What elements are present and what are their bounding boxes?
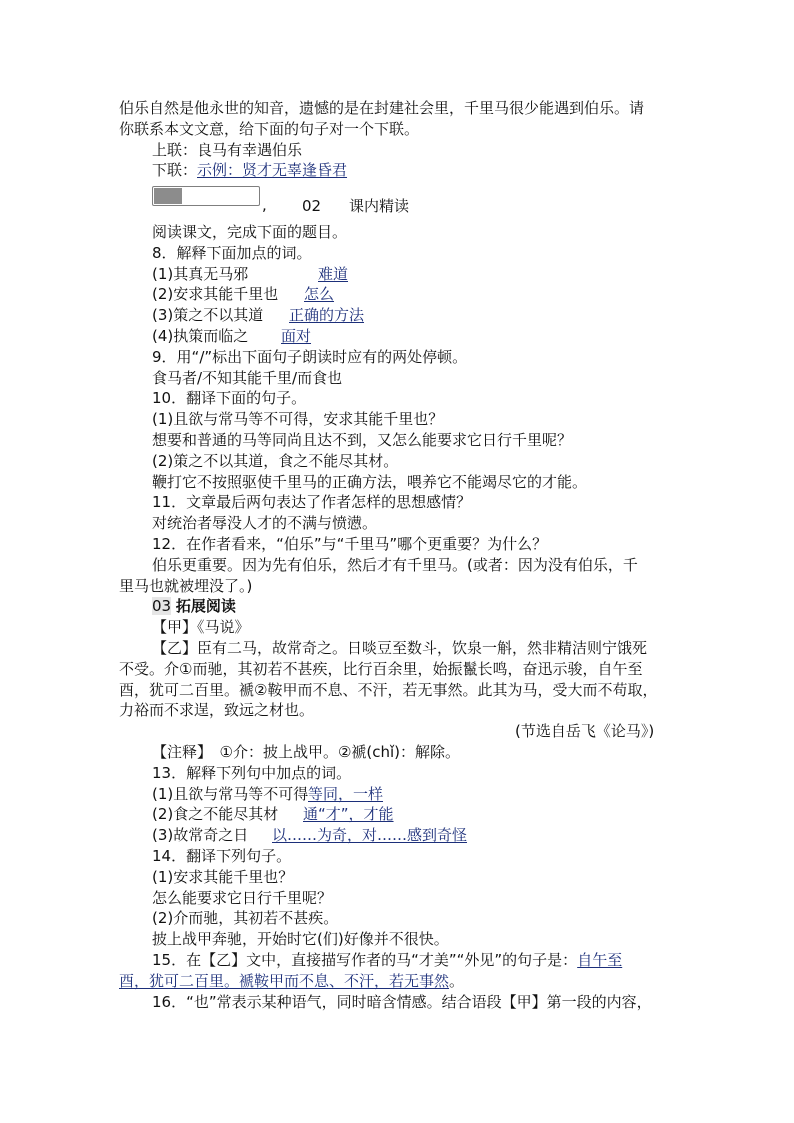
question-15-answer-part-1: 自午至 xyxy=(577,951,623,969)
question-8-answer: 正确的方法 xyxy=(289,306,365,324)
question-15-answer-part-2: 酉，犹可二百里。褫鞍甲而不息、不汗，若无事然 xyxy=(119,972,450,990)
lower-couplet-answer: 示例：贤才无辜逢昏君 xyxy=(197,161,348,179)
intro-paragraph-line-1: 伯乐自然是他永世的知音，遗憾的是在封建社会里，千里马很少能遇到伯乐。请 xyxy=(119,99,645,117)
lower-couplet-label: 下联： xyxy=(152,161,198,179)
question-11-title: 11．文章最后两句表达了作者怎样的思想感情？ xyxy=(152,493,472,511)
section-3-header xyxy=(152,596,236,616)
intro-paragraph-line-2: 你联系本文文意，给下面的句子对一个下联。 xyxy=(119,120,420,138)
section-instruction: 阅读课文，完成下面的题目。 xyxy=(152,223,348,241)
question-8-answer: 面对 xyxy=(281,327,312,345)
question-15-line-2 xyxy=(119,971,464,991)
question-13-answer: 通“才”，才能 xyxy=(303,805,394,823)
question-10-sentence-1: (1)且欲与常马等不可得，安求其能千里也？ xyxy=(152,410,444,428)
question-14-sentence-1: (1)安求其能千里也？ xyxy=(152,868,294,886)
question-8-item: (1)其真无马邪 xyxy=(152,265,249,283)
section-number: 02 xyxy=(302,197,322,215)
passage-yi-line-1: 【乙】臣有二马，故常奇之。日啖豆至数斗，饮泉一斛，然非精洁则宁饿死 xyxy=(152,639,648,657)
question-15-text: 15．在【乙】文中，直接描写作者的马“才美”“外见”的句子是： xyxy=(152,951,578,969)
question-10-sentence-2: (2)策之不以其道，食之不能尽其材。 xyxy=(152,452,399,470)
question-8-item: (3)策之不以其道 xyxy=(152,306,264,324)
question-13-item: (2)食之不能尽其材 xyxy=(152,805,279,823)
question-9-answer: 食马者/不知其能千里/而食也 xyxy=(152,369,343,387)
question-8-item: (2)安求其能千里也 xyxy=(152,285,279,303)
passage-jia-title: 【甲】《马说》 xyxy=(152,618,250,636)
section-3-number: 03 xyxy=(152,597,172,615)
passage-yi-line-4: 力裕而不求逞，致远之材也。 xyxy=(119,701,315,719)
lower-couplet xyxy=(152,160,347,180)
question-15-end: 。 xyxy=(449,972,465,990)
question-9-title: 9．用“/”标出下面句子朗读时应有的两处停顿。 xyxy=(152,348,468,366)
passage-yi-line-2: 不受。介①而驰，其初若不甚疾，比行百余里，始振鬣长鸣，奋迅示骏，自午至 xyxy=(119,660,643,678)
question-13-answer: 以……为奇，对……感到奇怪 xyxy=(272,826,468,844)
passage-notes: 【注释】 ①介：披上战甲。②褫(chǐ)：解除。 xyxy=(152,743,461,761)
question-13-title: 13．解释下列句中加点的词。 xyxy=(152,764,352,782)
question-13-item: (1)且欲与常马等不可得 xyxy=(152,785,309,803)
question-8-answer: 怎么 xyxy=(304,285,335,303)
question-11-answer: 对统治者辱没人才的不满与愤懑。 xyxy=(152,514,378,532)
section-badge xyxy=(152,186,260,206)
question-10-answer-2: 鞭打它不按照驱使千里马的正确方法，喂养它不能竭尽它的才能。 xyxy=(152,473,588,491)
question-8-title: 8．解释下面加点的词。 xyxy=(152,244,312,262)
question-14-sentence-2: (2)介而驰，其初若不甚疾。 xyxy=(152,909,339,927)
question-14-title: 14．翻译下列句子。 xyxy=(152,847,292,865)
section-badge-comma: , xyxy=(262,196,267,214)
section-3-title: 拓展阅读 xyxy=(175,597,236,615)
question-13-answer: 等同，一样 xyxy=(308,785,384,803)
question-10-title: 10．翻译下面的句子。 xyxy=(152,389,307,407)
passage-yi-line-3: 酉，犹可二百里。褫②鞍甲而不息、不汗，若无事然。此其为马，受大而不苟取， xyxy=(119,681,658,699)
passage-source: (节选自岳飞《论马》) xyxy=(515,722,655,740)
question-8-item: (4)执策而临之 xyxy=(152,327,249,345)
section-title: 课内精读 xyxy=(349,197,410,215)
question-10-answer-1: 想要和普通的马等同尚且达不到，又怎么能要求它日行千里呢？ xyxy=(152,431,573,449)
question-15-line-1 xyxy=(152,950,622,970)
section-badge-fill xyxy=(154,188,182,204)
question-16-text: 16．“也”常表示某种语气，同时暗含情感。结合语段【甲】第一段的内容， xyxy=(152,993,652,1011)
question-12-answer-line-2: 里马也就被埋没了。) xyxy=(119,577,253,595)
question-12-title: 12．在作者看来，“伯乐”与“千里马”哪个更重要？为什么？ xyxy=(152,535,548,553)
question-14-answer-2: 披上战甲奔驰，开始时它(们)好像并不很快。 xyxy=(152,930,449,948)
upper-couplet: 上联：良马有幸遇伯乐 xyxy=(152,141,303,159)
question-12-answer-line-1: 伯乐更重要。因为先有伯乐，然后才有千里马。(或者：因为没有伯乐，千 xyxy=(152,556,638,574)
question-13-item: (3)故常奇之日 xyxy=(152,826,249,844)
question-8-answer: 难道 xyxy=(318,265,349,283)
question-14-answer-1: 怎么能要求它日行千里呢？ xyxy=(152,889,333,907)
